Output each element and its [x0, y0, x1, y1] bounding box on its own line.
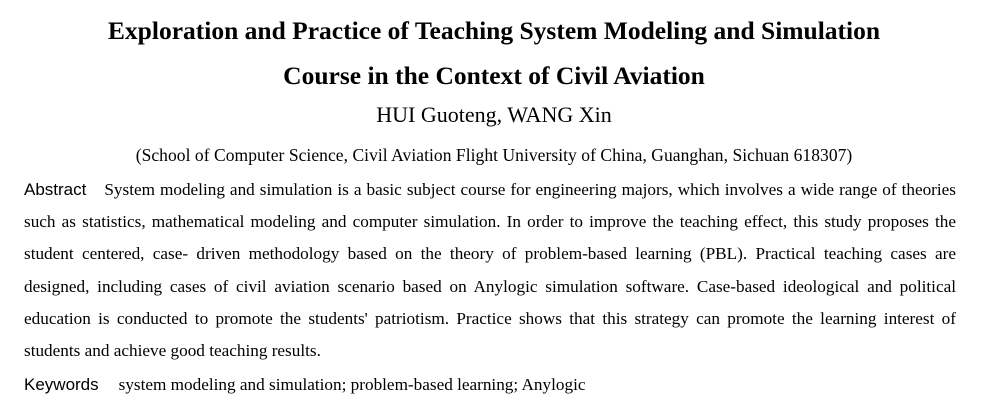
abstract-label: Abstract — [24, 180, 87, 199]
keywords-section — [24, 370, 956, 400]
abstract-text: System modeling and simulation is a basic subject course for engineering majors, which involves a wide range of theories such as statistics, mathematical modeling and computer simulation. In order to improve the teaching effect, this study proposes the student centered, case- driven methodology based on the theory of problem-based learning (PBL). Practical teaching cases are designed, including cases of civil aviation scenario based on Anylogic simulation software. Case-based ideological and political education is conducted to promote the students' patriotism. Practice shows that this strategy can promote the learning interest of students and achieve good teaching results. — [24, 180, 956, 361]
paper-affiliation: (School of Computer Science, Civil Aviation Flight University of China, Guanghan, Sichuan 618307) — [135, 145, 853, 165]
paper-title-line-2: Course in the Context of Civil Aviation — [283, 61, 705, 90]
keywords-text: system modeling and simulation; problem-based learning; Anylogic — [118, 375, 586, 394]
paper-title-line-1: Exploration and Practice of Teaching System Modeling and Simulation — [107, 16, 881, 45]
keywords-label: Keywords — [24, 375, 99, 394]
abstract-section — [24, 174, 956, 367]
paper-authors: HUI Guoteng, WANG Xin — [376, 102, 612, 127]
